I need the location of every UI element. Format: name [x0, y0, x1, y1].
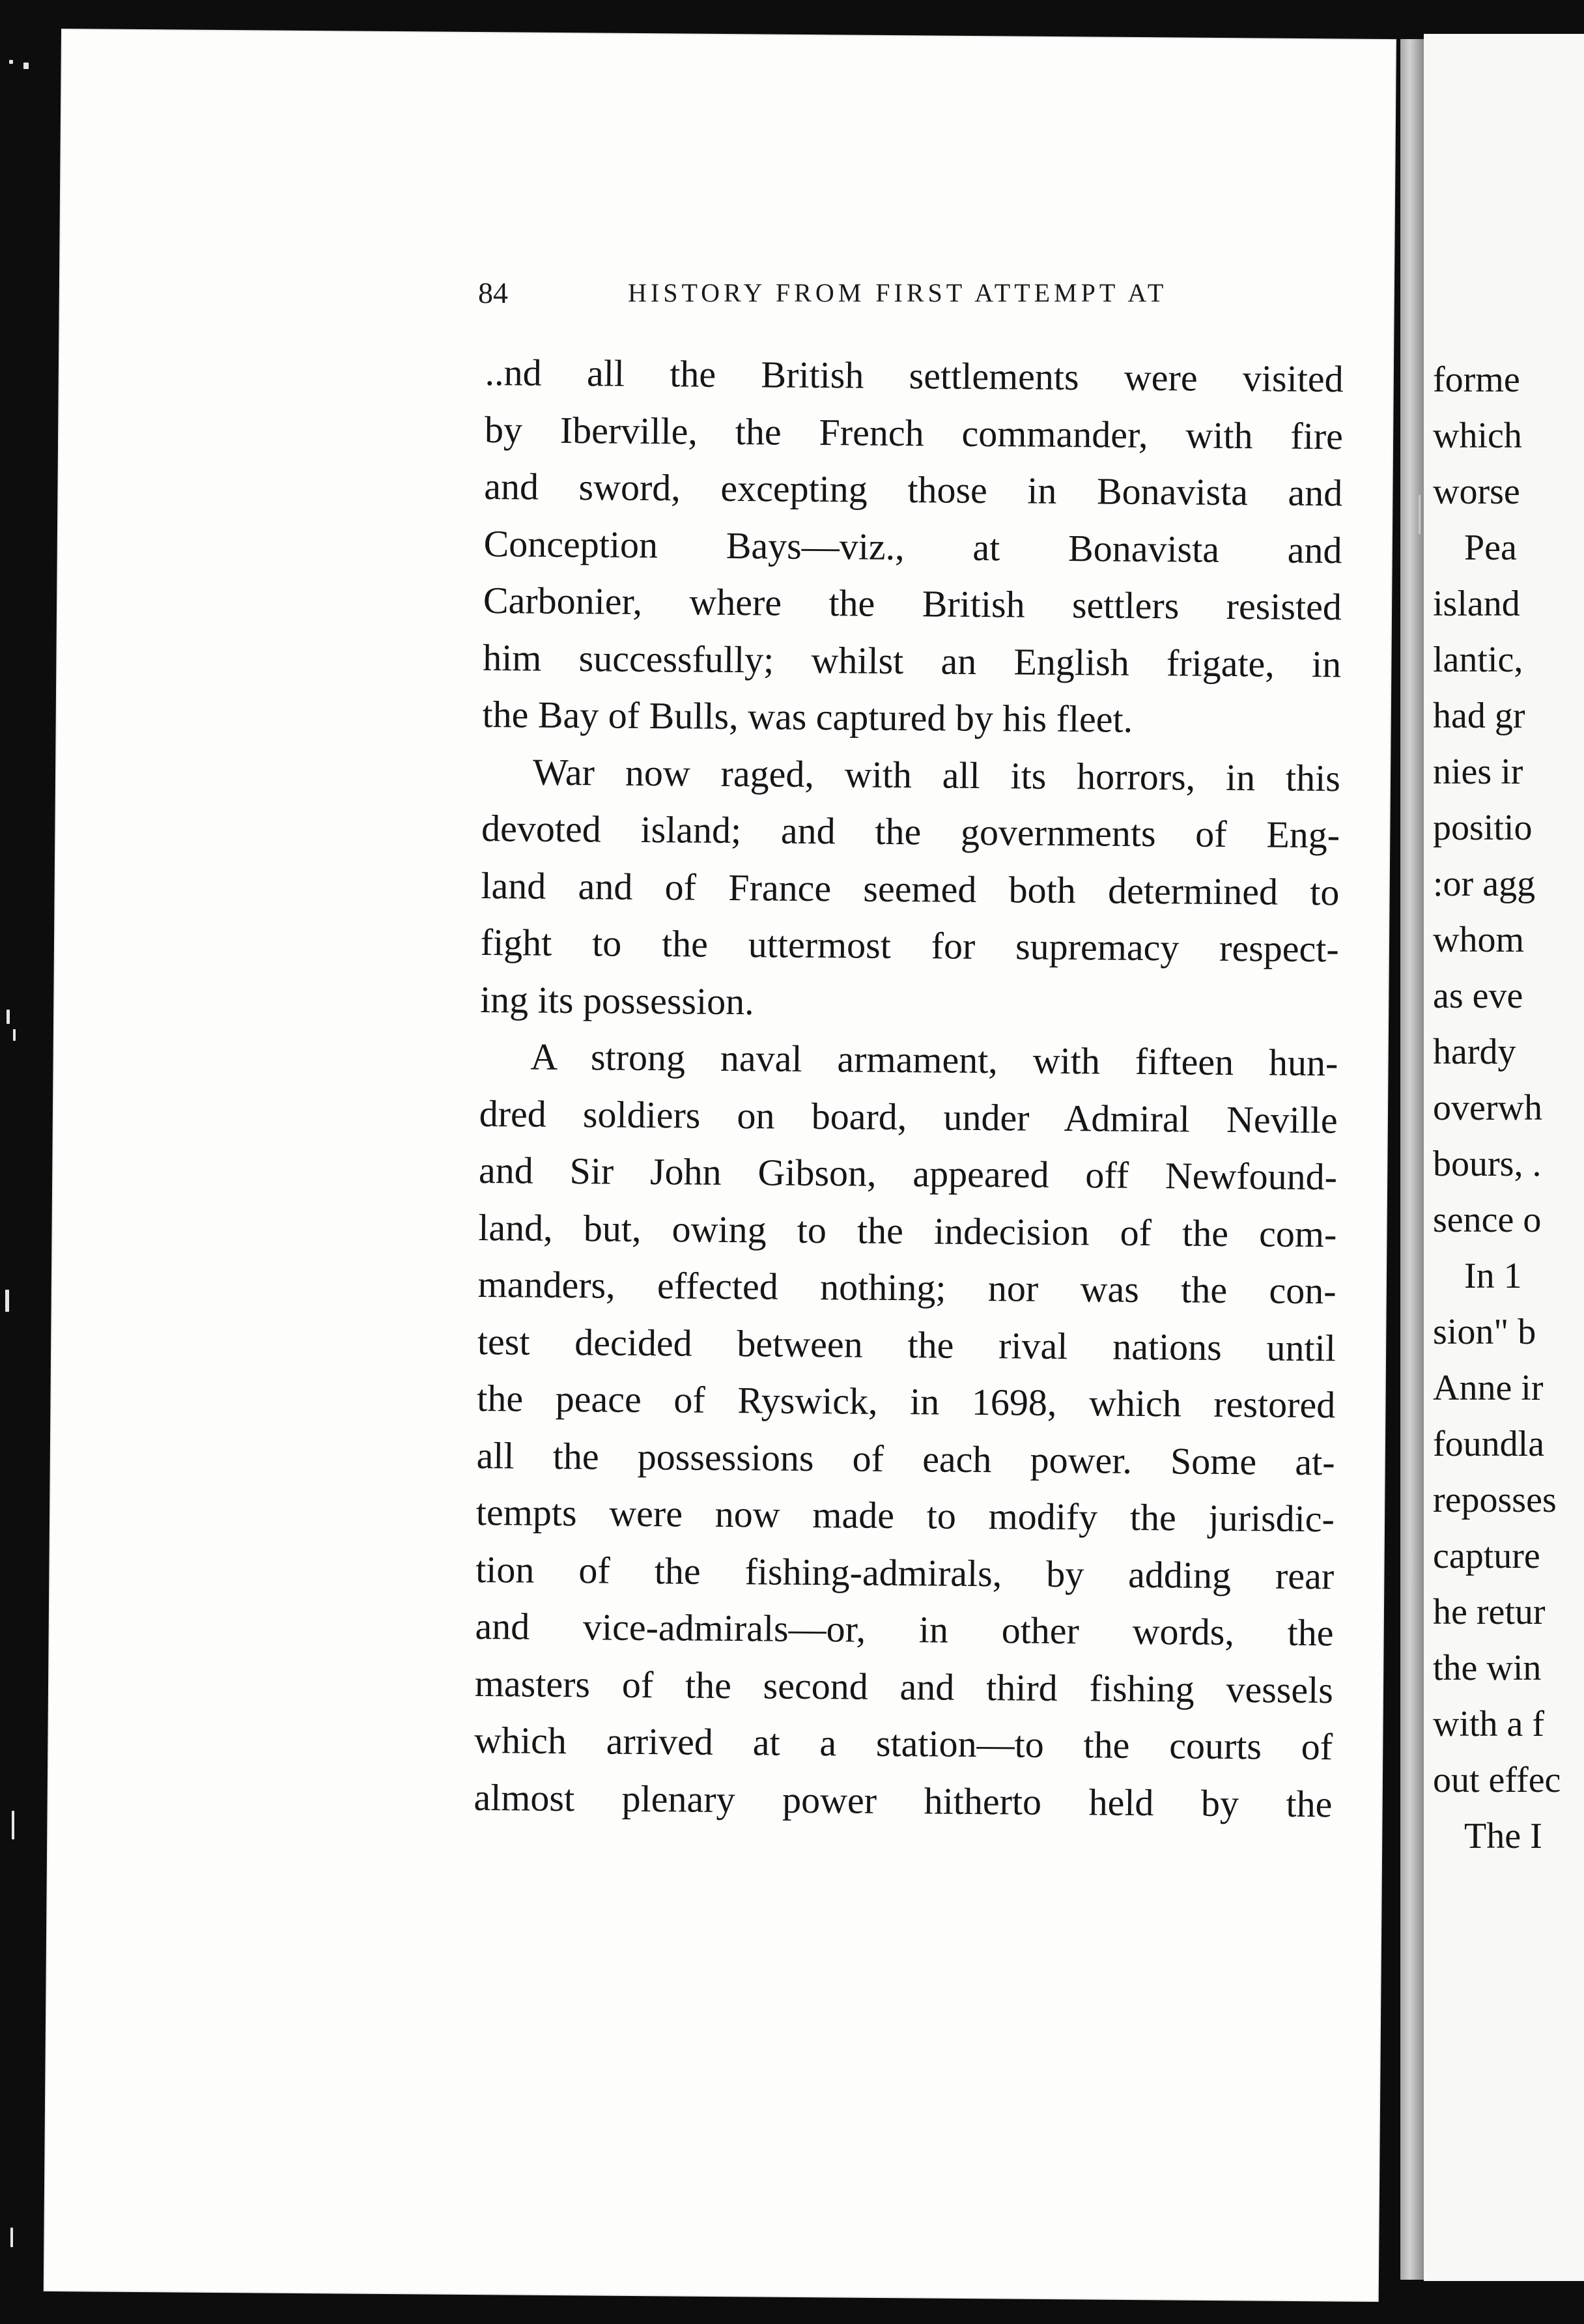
- text-line: masters of the second and third fishing vessels: [474, 1662, 1334, 1711]
- text-line: dred soldiers on board, under Admiral Neville: [479, 1092, 1338, 1141]
- right-text-line: Anne ir: [1433, 1368, 1544, 1408]
- right-text-line: the win: [1433, 1648, 1542, 1688]
- running-head: [0, 270, 1584, 316]
- left-page-text: [474, 344, 1344, 1832]
- text-line: and vice-admirals—or, in other words, the: [475, 1604, 1334, 1654]
- right-text-line: Pea: [1464, 528, 1517, 568]
- text-line: land and of France seemed both determined to: [481, 864, 1340, 913]
- text-line: and Sir John Gibson, appeared off Newfound-: [478, 1148, 1338, 1198]
- text-line: ..nd all the British settlements were visited: [485, 350, 1344, 401]
- scan-speck: [9, 60, 13, 64]
- text-line: devoted island; and the governments of Eng-: [481, 806, 1340, 857]
- text-line: Conception Bays—viz., at Bonavista and: [483, 522, 1342, 571]
- text-line: which arrived at a station—to the courts of: [474, 1718, 1333, 1768]
- text-line: War now raged, with all its horrors, in this: [532, 750, 1341, 799]
- right-text-line: hardy: [1433, 1032, 1516, 1072]
- scan-speck: [12, 1811, 14, 1839]
- right-text-line: In 1: [1464, 1256, 1522, 1296]
- gutter-mark: [1419, 495, 1421, 534]
- text-line: fight to the uttermost for supremacy respect-: [480, 920, 1340, 971]
- gutter-mark: [1411, 1550, 1413, 1583]
- text-line: the peace of Ryswick, in 1698, which restored: [477, 1376, 1336, 1426]
- book-gutter: [1400, 39, 1424, 2280]
- text-line: and sword, excepting those in Bonavista and: [484, 464, 1343, 515]
- text-line: by Iberville, the French commander, with fire: [484, 408, 1344, 457]
- scan-speck: [10, 2228, 13, 2247]
- text-line: tempts were now made to modify the jurisdic-: [475, 1490, 1335, 1540]
- right-text-line: worse: [1433, 472, 1520, 512]
- text-line: him successfully; whilst an English frigate, in: [482, 636, 1342, 685]
- right-text-line: lantic,: [1433, 640, 1523, 680]
- right-text-line: foundla: [1433, 1424, 1545, 1464]
- right-text-line: forme: [1433, 360, 1520, 400]
- right-page-text: [1433, 352, 1584, 1864]
- text-line: ing its possession.: [479, 978, 754, 1023]
- right-text-line: bours, .: [1433, 1144, 1542, 1184]
- text-line: all the possessions of each power. Some at-: [476, 1434, 1335, 1483]
- right-text-line: he retur: [1433, 1592, 1546, 1632]
- right-text-line: :or agg: [1433, 864, 1536, 904]
- running-head-title: HISTORY FROM FIRST ATTEMPT AT: [628, 278, 1168, 307]
- right-text-line: nies ir: [1433, 752, 1523, 792]
- text-line: tion of the fishing-admirals, by adding rear: [475, 1548, 1335, 1597]
- text-line: Carbonier, where the British settlers resisted: [483, 578, 1342, 629]
- right-text-line: had gr: [1433, 696, 1525, 736]
- right-text-line: The I: [1464, 1816, 1542, 1856]
- right-text-line: which: [1433, 416, 1522, 456]
- scan-speck: [7, 1010, 10, 1024]
- text-line: land, but, owing to the indecision of the com-: [478, 1206, 1337, 1255]
- right-text-line: out effec: [1433, 1760, 1561, 1800]
- scan-speck: [23, 63, 29, 69]
- text-line: almost plenary power hitherto held by the: [474, 1776, 1333, 1825]
- right-text-line: island: [1433, 584, 1520, 624]
- right-text-line: with a f: [1433, 1704, 1545, 1744]
- scan-speck: [5, 1290, 9, 1312]
- page-number: 84: [478, 276, 508, 309]
- text-line: the Bay of Bulls, was captured by his fleet.: [482, 692, 1133, 741]
- right-text-line: as eve: [1433, 976, 1523, 1016]
- text-line: A strong naval armament, with fifteen hun-: [530, 1035, 1338, 1084]
- text-line: test decided between the rival nations until: [477, 1320, 1336, 1369]
- right-text-line: overwh: [1433, 1088, 1542, 1128]
- right-text-line: positio: [1433, 808, 1533, 848]
- right-text-line: sence o: [1433, 1200, 1542, 1240]
- right-text-line: capture: [1433, 1536, 1540, 1576]
- text-line: manders, effected nothing; nor was the con-: [477, 1262, 1336, 1312]
- scan-speck: [13, 1029, 16, 1041]
- right-text-line: whom: [1433, 920, 1524, 960]
- right-text-line: reposses: [1433, 1480, 1557, 1520]
- right-text-line: sion" b: [1433, 1312, 1536, 1352]
